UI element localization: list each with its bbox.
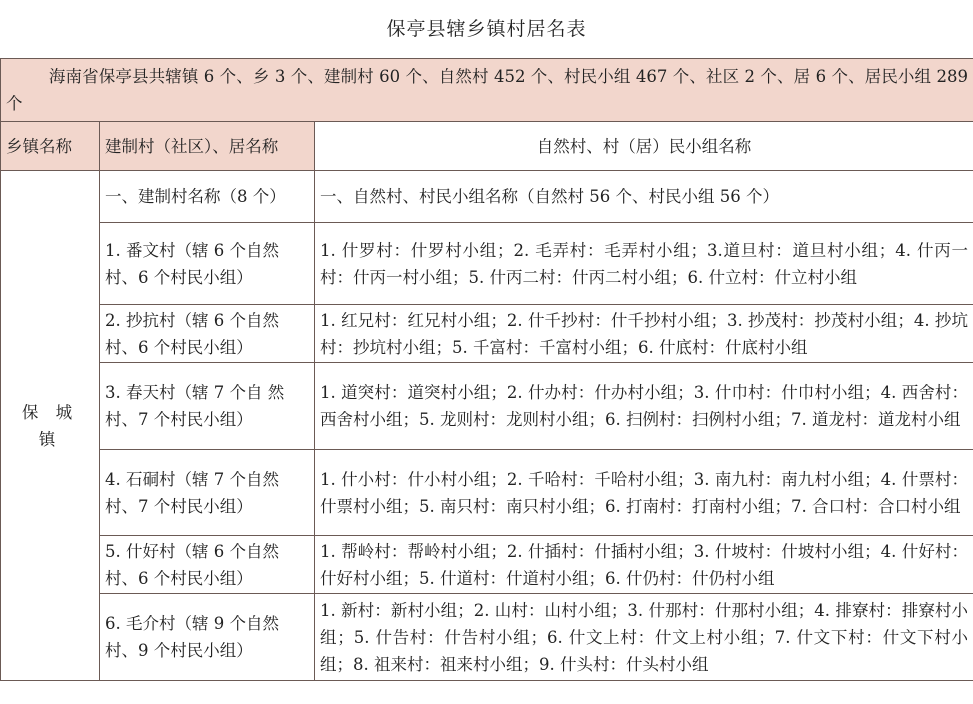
village-cell: 4. 石硐村（辖 7 个自然村、7 个村民小组） — [100, 450, 315, 536]
table-row — [1, 171, 973, 223]
summary-row — [1, 59, 973, 122]
summary-text: 海南省保亭县共辖镇 6 个、乡 3 个、建制村 60 个、自然村 452 个、村民小组 467 个、社区 2 个、居 6 个、居民小组 289 个 — [1, 59, 973, 122]
natural-cell: 一、自然村、村民小组名称（自然村 56 个、村民小组 56 个） — [315, 171, 973, 223]
village-cell: 5. 什好村（辖 6 个自然村、6 个村民小组） — [100, 536, 315, 594]
table-row — [1, 305, 973, 363]
village-cell: 一、建制村名称（8 个） — [100, 171, 315, 223]
natural-cell: 1. 道突村：道突村小组；2. 什办村：什办村小组；3. 什巾村：什巾村小组；4. 西舍村：西舍村小组；5. 龙则村：龙则村小组；6. 扫例村：扫例村小组；7. 道龙村：道龙村小组 — [315, 363, 973, 450]
table-row — [1, 594, 973, 681]
village-cell: 3. 春天村（辖 7 个自 然村、7 个村民小组） — [100, 363, 315, 450]
header-village: 建制村（社区）、居名称 — [100, 122, 315, 171]
village-cell: 2. 抄抗村（辖 6 个自然村、6 个村民小组） — [100, 305, 315, 363]
header-town: 乡镇名称 — [1, 122, 100, 171]
natural-cell: 1. 什罗村：什罗村小组；2. 毛弄村：毛弄村小组；3.道旦村：道旦村小组；4. 什丙一村：什丙一村小组；5. 什丙二村：什丙二村小组；6. 什立村：什立村小组 — [315, 223, 973, 305]
table-row — [1, 450, 973, 536]
table-row — [1, 363, 973, 450]
natural-cell: 1. 什小村：什小村小组；2. 千哈村：千哈村小组；3. 南九村：南九村小组；4. 什票村：什票村小组；5. 南只村：南只村小组；6. 打南村：打南村小组；7. 合口村：合口村小组 — [315, 450, 973, 536]
natural-cell: 1. 红兄村：红兄村小组；2. 什千抄村：什千抄村小组；3. 抄茂村：抄茂村小组；4. 抄坑村：抄坑村小组；5. 千富村：千富村小组；6. 什底村：什底村小组 — [315, 305, 973, 363]
table-row — [1, 536, 973, 594]
table-row — [1, 223, 973, 305]
town-name: 保 城 镇 — [1, 171, 100, 681]
natural-cell: 1. 帮岭村：帮岭村小组；2. 什插村：什插村小组；3. 什坡村：什坡村小组；4. 什好村：什好村小组；5. 什道村：什道村小组；6. 什仍村：什仍村小组 — [315, 536, 973, 594]
header-natural: 自然村、村（居）民小组名称 — [315, 122, 973, 171]
village-cell: 1. 番文村（辖 6 个自然村、6 个村民小组） — [100, 223, 315, 305]
header-row — [1, 122, 973, 171]
village-table — [0, 58, 973, 681]
village-cell: 6. 毛介村（辖 9 个自然村、9 个村民小组） — [100, 594, 315, 681]
natural-cell: 1. 新村：新村小组；2. 山村：山村小组；3. 什那村：什那村小组；4. 排寮村：排寮村小组；5. 什告村：什告村小组；6. 什文上村：什文上村小组；7. 什文下村：什文下村小组；8. 祖来村：祖来村小组；9. 什头村：什头村小组 — [315, 594, 973, 681]
page-title: 保亭县辖乡镇村居名表 — [386, 18, 587, 40]
